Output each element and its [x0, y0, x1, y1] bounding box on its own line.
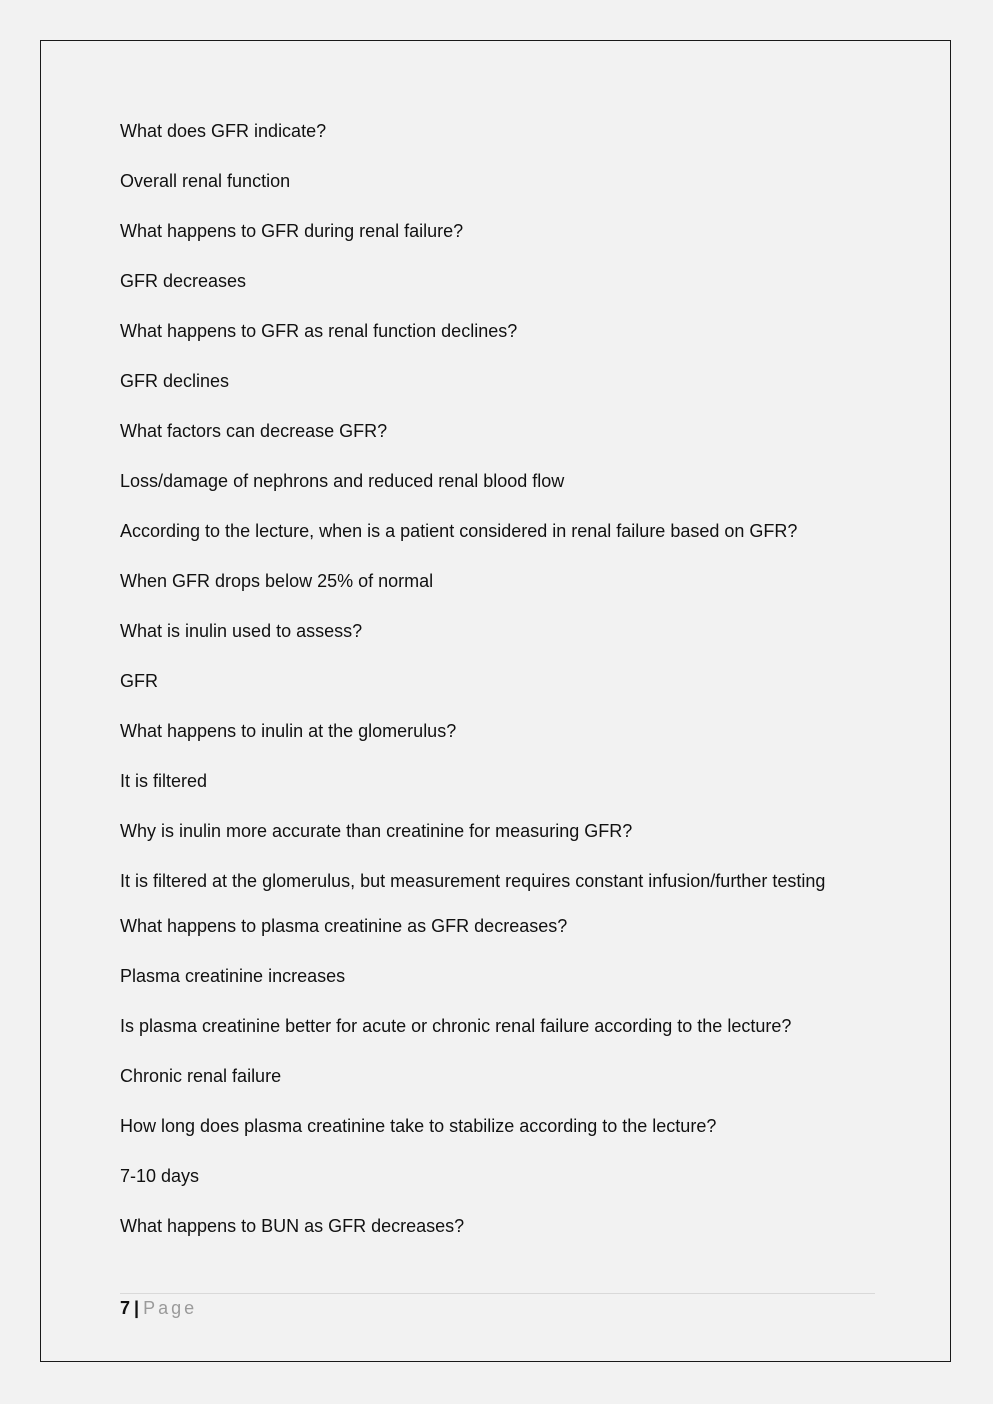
answer-line: GFR declines — [120, 371, 230, 391]
question-line: What does GFR indicate? — [120, 121, 327, 141]
answer-line: Loss/damage of nephrons and reduced renal blood flow — [120, 471, 565, 491]
question-line: What happens to BUN as GFR decreases? — [120, 1216, 465, 1236]
answer-line: 7-10 days — [120, 1166, 200, 1186]
footer-divider — [120, 1293, 875, 1294]
page-label: Page — [143, 1298, 198, 1318]
question-line: How long does plasma creatinine take to stabilize according to the lecture? — [120, 1116, 717, 1136]
question-line: What happens to GFR as renal function declines? — [120, 321, 518, 341]
question-line: What happens to inulin at the glomerulus? — [120, 721, 457, 741]
answer-line: Plasma creatinine increases — [120, 966, 346, 986]
answer-line: Chronic renal failure — [120, 1066, 282, 1086]
answer-line: GFR — [120, 671, 158, 691]
document-body — [120, 118, 880, 1263]
question-line: Why is inulin more accurate than creatinine for measuring GFR? — [120, 821, 633, 841]
footer-separator: | — [134, 1298, 140, 1318]
question-line: Is plasma creatinine better for acute or chronic renal failure according to the lecture? — [120, 1016, 792, 1036]
question-line: What happens to GFR during renal failure? — [120, 221, 464, 241]
answer-line: GFR decreases — [120, 271, 247, 291]
question-line: What is inulin used to assess? — [120, 621, 363, 641]
answer-line: Overall renal function — [120, 171, 291, 191]
question-line: According to the lecture, when is a patient considered in renal failure based on GFR? — [120, 521, 798, 541]
question-line: What factors can decrease GFR? — [120, 421, 388, 441]
answer-line: It is filtered at the glomerulus, but measurement requires constant infusion/further testing — [120, 871, 826, 891]
answer-line: When GFR drops below 25% of normal — [120, 571, 434, 591]
question-line: What happens to plasma creatinine as GFR decreases? — [120, 916, 568, 936]
page-number: 7 — [120, 1298, 131, 1318]
answer-line: It is filtered — [120, 771, 208, 791]
page-footer — [120, 1296, 197, 1320]
